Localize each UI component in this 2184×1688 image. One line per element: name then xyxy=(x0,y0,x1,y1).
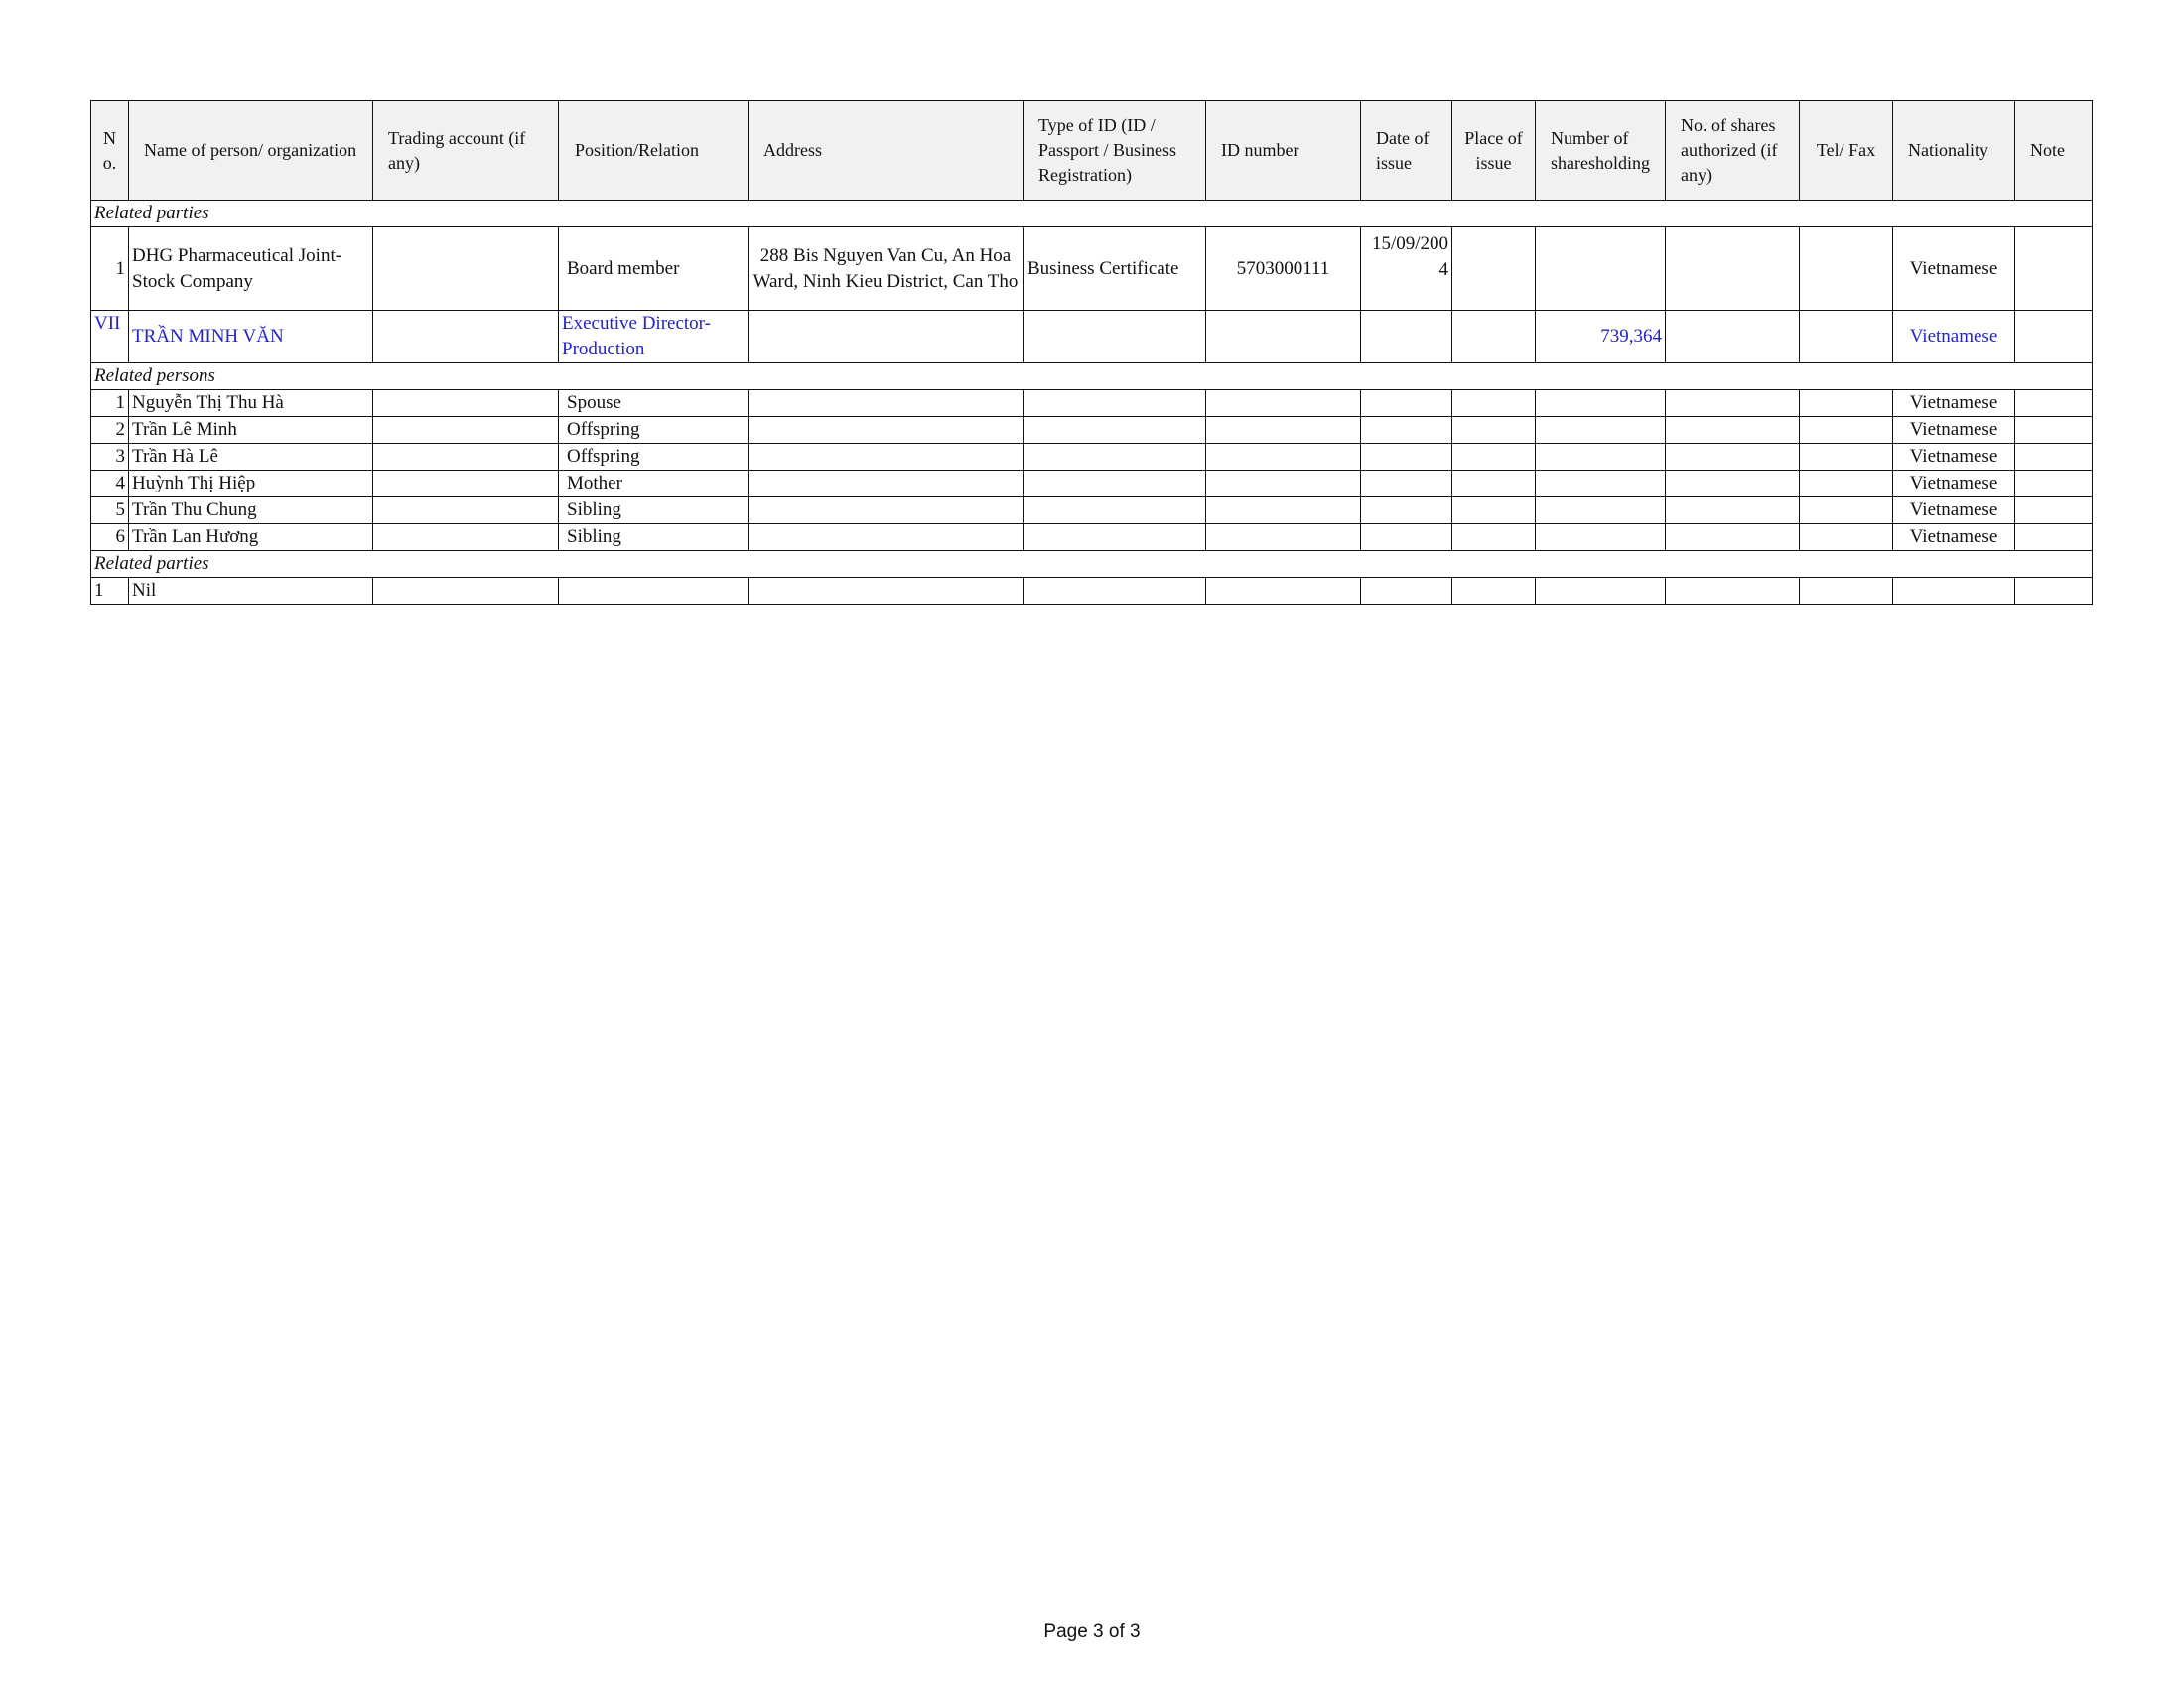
row-no: 1 xyxy=(91,578,129,605)
row-relation: Sibling xyxy=(559,524,749,551)
row-nationality: Vietnamese xyxy=(1893,444,2015,471)
row-note xyxy=(2015,227,2093,311)
section-label: Related parties xyxy=(91,551,2093,578)
row-tel xyxy=(1800,311,1893,363)
row-trading xyxy=(373,311,559,363)
row-tel xyxy=(1800,227,1893,311)
header-note: Note xyxy=(2015,101,2093,201)
row-no: 2 xyxy=(91,417,129,444)
row-shares: 739,364 xyxy=(1536,311,1666,363)
row-position: Executive Director-Production xyxy=(559,311,749,363)
header-date-of-issue: Date of issue xyxy=(1361,101,1452,201)
row-no: 4 xyxy=(91,471,129,497)
header-authorized-shares: No. of shares authorized (if any) xyxy=(1666,101,1800,201)
row-nationality: Vietnamese xyxy=(1893,227,2015,311)
row-trading xyxy=(373,390,559,417)
related-parties-table xyxy=(90,100,2093,605)
header-position: Position/Relation xyxy=(559,101,749,201)
header-tel-fax: Tel/ Fax xyxy=(1800,101,1893,201)
row-relation: Sibling xyxy=(559,497,749,524)
row-no: 3 xyxy=(91,444,129,471)
header-shares: Number of sharesholding xyxy=(1536,101,1666,201)
row-relation: Offspring xyxy=(559,417,749,444)
row-nationality: Vietnamese xyxy=(1893,471,2015,497)
table-row xyxy=(91,417,2093,444)
row-relation: Spouse xyxy=(559,390,749,417)
row-name: Trần Hà Lê xyxy=(129,444,373,471)
row-name: Trần Thu Chung xyxy=(129,497,373,524)
header-nationality: Nationality xyxy=(1893,101,2015,201)
row-no: 1 xyxy=(91,390,129,417)
header-id-number: ID number xyxy=(1206,101,1361,201)
row-trading xyxy=(373,417,559,444)
table-row xyxy=(91,227,2093,311)
header-id-type: Type of ID (ID / Passport / Business Registration) xyxy=(1024,101,1206,201)
table-row xyxy=(91,311,2093,363)
row-name: Trần Lê Minh xyxy=(129,417,373,444)
row-name: TRẦN MINH VĂN xyxy=(129,311,373,363)
table-row xyxy=(91,524,2093,551)
row-name: Nil xyxy=(129,578,373,605)
section-label: Related persons xyxy=(91,363,2093,390)
row-no: 1 xyxy=(91,227,129,311)
header-no: N o. xyxy=(91,101,129,201)
row-note xyxy=(2015,311,2093,363)
row-position: Board member xyxy=(559,227,749,311)
row-id-type xyxy=(1024,311,1206,363)
row-trading xyxy=(373,444,559,471)
row-place xyxy=(1452,311,1536,363)
row-name: Trần Lan Hương xyxy=(129,524,373,551)
row-trading xyxy=(373,524,559,551)
row-trading xyxy=(373,471,559,497)
header-trading-account: Trading account (if any) xyxy=(373,101,559,201)
row-nationality: Vietnamese xyxy=(1893,390,2015,417)
header-address: Address xyxy=(749,101,1024,201)
row-place xyxy=(1452,227,1536,311)
header-place-of-issue: Place of issue xyxy=(1452,101,1536,201)
table-row xyxy=(91,444,2093,471)
row-nationality: Vietnamese xyxy=(1893,417,2015,444)
section-label: Related parties xyxy=(91,201,2093,227)
header-name: Name of person/ organization xyxy=(129,101,373,201)
row-relation: Offspring xyxy=(559,444,749,471)
row-address xyxy=(749,311,1024,363)
row-id-type: Business Certificate xyxy=(1024,227,1206,311)
row-authorized xyxy=(1666,311,1800,363)
row-shares xyxy=(1536,227,1666,311)
row-relation: Mother xyxy=(559,471,749,497)
row-no: 5 xyxy=(91,497,129,524)
row-name: Nguyễn Thị Thu Hà xyxy=(129,390,373,417)
row-trading xyxy=(373,497,559,524)
page-number-footer: Page 3 of 3 xyxy=(1043,1621,1141,1642)
table-row xyxy=(91,471,2093,497)
row-nationality: Vietnamese xyxy=(1893,524,2015,551)
header-row xyxy=(91,101,2093,201)
row-no: VII xyxy=(91,311,129,363)
table-row xyxy=(91,578,2093,605)
row-id-number xyxy=(1206,311,1361,363)
section-row xyxy=(91,363,2093,390)
row-nationality: Vietnamese xyxy=(1893,497,2015,524)
row-authorized xyxy=(1666,227,1800,311)
row-date: 15/09/2004 xyxy=(1361,227,1452,311)
row-name: DHG Pharmaceutical Joint-Stock Company xyxy=(129,227,373,311)
row-no: 6 xyxy=(91,524,129,551)
row-address: 288 Bis Nguyen Van Cu, An Hoa Ward, Ninh Kieu District, Can Tho xyxy=(749,227,1024,311)
section-row xyxy=(91,551,2093,578)
table-row xyxy=(91,497,2093,524)
table-row xyxy=(91,390,2093,417)
section-row xyxy=(91,201,2093,227)
row-date xyxy=(1361,311,1452,363)
row-name: Huỳnh Thị Hiệp xyxy=(129,471,373,497)
row-trading xyxy=(373,227,559,311)
row-nationality: Vietnamese xyxy=(1893,311,2015,363)
row-id-number: 5703000111 xyxy=(1206,227,1361,311)
